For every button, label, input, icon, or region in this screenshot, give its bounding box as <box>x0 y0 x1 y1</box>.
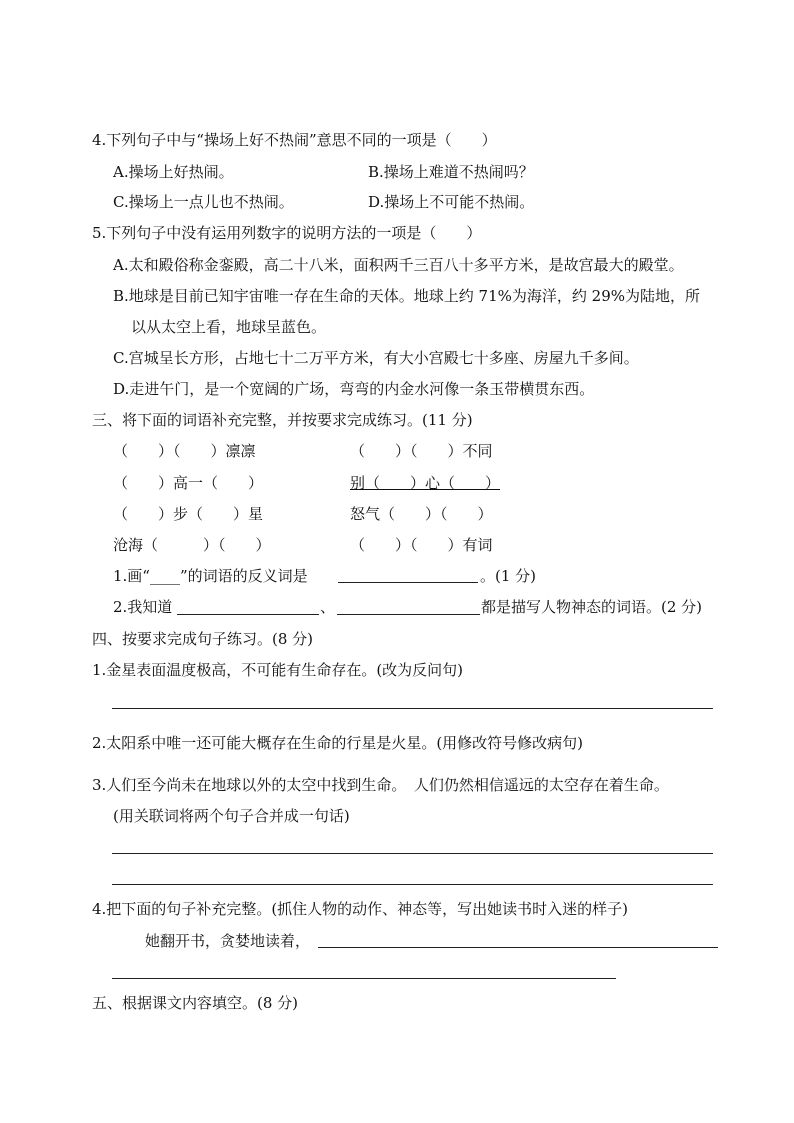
section-3-title: 三、将下面的词语补充完整，并按要求完成练习。(11 分) <box>92 411 473 429</box>
sentence-4-answer-line-2[interactable] <box>112 978 616 979</box>
q4-option-a: A.操场上好热闹。 <box>113 163 234 181</box>
exercise-1-points: 。(1 分) <box>480 567 537 585</box>
exercise-1-answer-line[interactable] <box>338 582 478 583</box>
word-fill-5: （ ）步（ ）星 <box>113 505 264 523</box>
sentence-4-prompt: 4.把下面的句子补充完整。(抓住人物的动作、神态等，写出她读书时入迷的样子) <box>92 900 629 918</box>
sentence-3-answer-line-1[interactable] <box>112 853 713 854</box>
q5-option-b-line1: B.地球是目前已知宇宙唯一存在生命的天体。地球上约 71%为海洋，约 29%为陆地，所 <box>113 287 701 305</box>
q5-stem: 5.下列句子中没有运用列数字的说明方法的一项是（ ） <box>92 224 482 242</box>
word-fill-2: （ ）（ ）不同 <box>350 442 493 460</box>
exercise-2-separator: 、 <box>320 598 336 616</box>
q5-option-a: A.太和殿俗称金銮殿，高二十八米，面积两千三百八十多平方米，是故宫最大的殿堂。 <box>113 256 684 274</box>
sentence-1-prompt: 1.金星表面温度极高，不可能有生命存在。(改为反问句) <box>92 661 464 679</box>
exercise-2-text: 2.我知道 <box>113 598 173 616</box>
word-fill-1: （ ）（ ）凛凛 <box>113 442 256 460</box>
word-fill-8: （ ）（ ）有词 <box>350 536 493 554</box>
q5-option-c: C.宫城呈长方形，占地七十二万平方米，有大小宫殿七十多座、房屋九千多间。 <box>113 349 639 367</box>
section-5-title: 五、根据课文内容填空。(8 分) <box>92 994 299 1012</box>
sentence-2-prompt: 2.太阳系中唯一还可能大概存在生命的行星是火星。(用修改符号修改病句) <box>92 734 584 752</box>
q4-stem: 4.下列句子中与“操场上好不热闹”意思不同的一项是（ ） <box>92 131 497 149</box>
sentence-3-prompt-line2: (用关联词将两个句子合并成一句话) <box>113 807 350 825</box>
q4-option-d: D.操场上不可能不热闹。 <box>368 193 535 211</box>
sentence-4-answer-line-1[interactable] <box>318 947 718 948</box>
exercise-2-answer-line-1[interactable] <box>177 614 319 615</box>
word-fill-7: 沧海（ ）（ ） <box>113 536 271 554</box>
section-4-title: 四、按要求完成句子练习。(8 分) <box>92 630 314 648</box>
q5-option-b-line2: 以从太空上看，地球呈蓝色。 <box>131 318 327 336</box>
q4-option-c: C.操场上一点儿也不热闹。 <box>113 193 294 211</box>
q5-option-d: D.走进午门，是一个宽阔的广场，弯弯的内金水河像一条玉带横贯东西。 <box>113 380 595 398</box>
word-fill-3: （ ）高一（ ） <box>113 474 264 492</box>
exercise-1-text: 1.画“____”的词语的反义词是 <box>113 567 308 585</box>
exercise-2-answer-line-2[interactable] <box>337 614 480 615</box>
exercise-2-tail: 都是描写人物神态的词语。(2 分) <box>481 598 703 616</box>
sentence-3-prompt-line1: 3.人们至今尚未在地球以外的太空中找到生命。 人们仍然相信遥远的太空存在着生命。 <box>92 776 669 794</box>
word-fill-6: 怒气（ ）（ ） <box>350 505 493 523</box>
sentence-4-lead-in: 她翻开书，贪婪地读着， <box>145 932 311 950</box>
sentence-3-answer-line-2[interactable] <box>112 884 713 885</box>
sentence-1-answer-line[interactable] <box>112 708 713 709</box>
word-fill-4-underlined: 别（ ）心（ ） <box>350 474 501 492</box>
q4-option-b: B.操场上难道不热闹吗？ <box>368 163 534 181</box>
